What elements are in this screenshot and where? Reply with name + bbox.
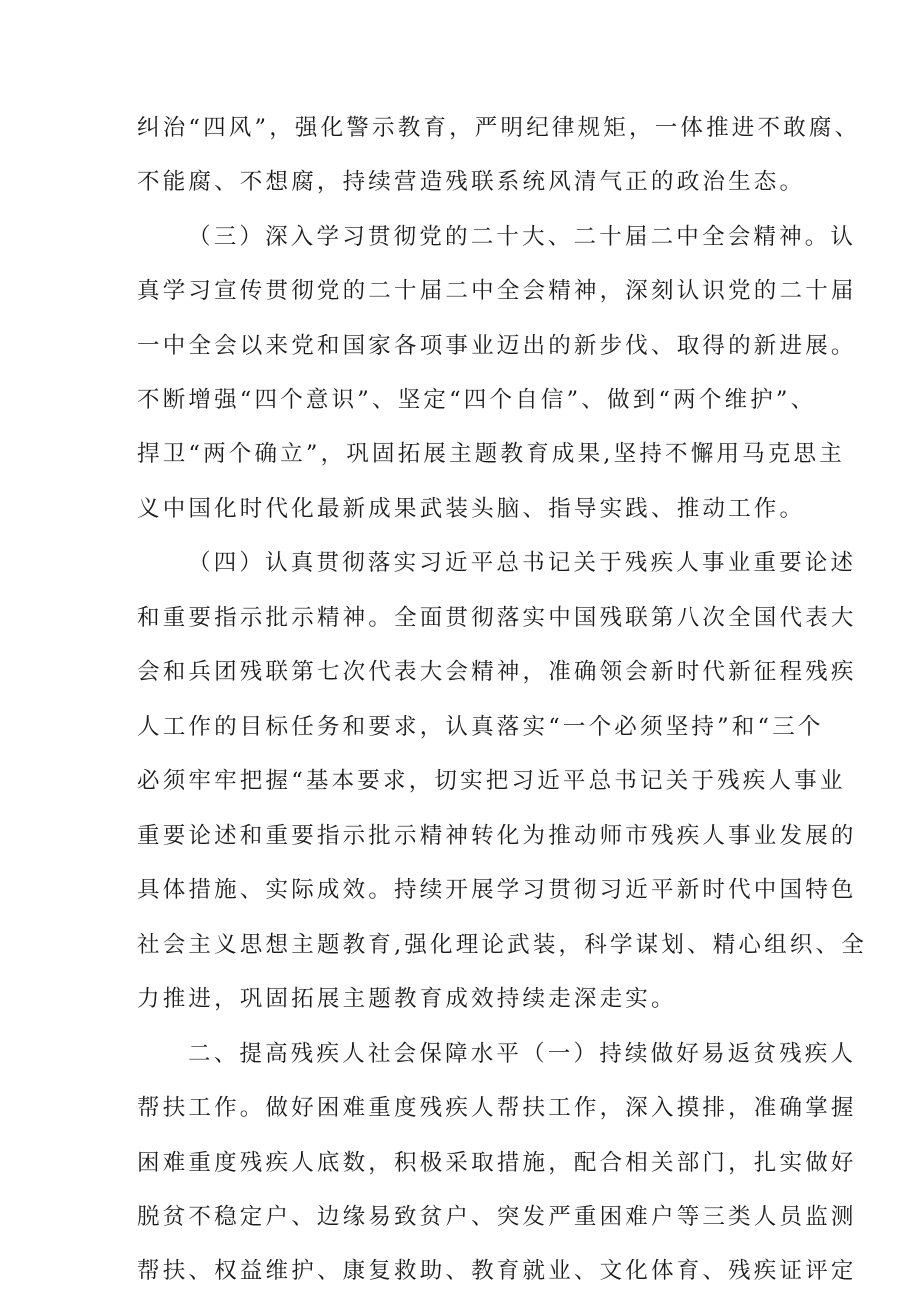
section-heading-line: 二、提高残疾人社会保障水平（一）持续做好易返贫残疾人 bbox=[188, 1041, 857, 1067]
text-line: 困难重度残疾人底数，积极采取措施，配合相关部门，扎实做好 bbox=[137, 1150, 857, 1176]
text-line: 社会主义思想主题教育,强化理论武装，科学谋划、精心组织、全 bbox=[137, 932, 867, 958]
text-line: 重要论述和重要指示批示精神转化为推动师市残疾人事业发展的 bbox=[137, 823, 857, 849]
text-line: 纠治“四风”，强化警示教育，严明纪律规矩，一体推进不敢腐、 bbox=[137, 115, 861, 141]
text-line: 会和兵团残联第七次代表大会精神，准确领会新时代新征程残疾 bbox=[137, 659, 857, 685]
text-line: 一中全会以来党和国家各项事业迈出的新步伐、取得的新进展。 bbox=[137, 333, 857, 359]
text-line: 帮扶工作。做好困难重度残疾人帮扶工作，深入摸排，准确掌握 bbox=[137, 1095, 857, 1121]
paragraph-heading-line: （三）深入学习贯彻党的二十大、二十届二中全会精神。认 bbox=[188, 224, 857, 250]
text-line: 和重要指示批示精神。全面贯彻落实中国残联第八次全国代表大 bbox=[137, 605, 857, 631]
text-line: 脱贫不稳定户、边缘易致贫户、突发严重困难户等三类人员监测 bbox=[137, 1204, 857, 1230]
text-line: 不能腐、不想腐，持续营造残联系统风清气正的政治生态。 bbox=[137, 169, 806, 195]
text-line: 力推进，巩固拓展主题教育成效持续走深走实。 bbox=[137, 986, 677, 1012]
text-line: 人工作的目标任务和要求，认真落实“一个必须坚持”和“三个 bbox=[137, 714, 824, 740]
text-line: 具体措施、实际成效。持续开展学习贯彻习近平新时代中国特色 bbox=[137, 877, 857, 903]
text-line: 不断增强“四个意识”、坚定“四个自信”、做到“两个维护”、 bbox=[137, 387, 817, 413]
paragraph-heading-line: （四）认真贯彻落实习近平总书记关于残疾人事业重要论述 bbox=[188, 550, 857, 576]
text-line: 捍卫“两个确立”，巩固拓展主题教育成果,坚持不懈用马克思主 bbox=[137, 441, 845, 467]
text-line: 必须牢牢把握“基本要求，切实把习近平总书记关于残疾人事业 bbox=[137, 768, 846, 794]
text-line: 真学习宣传贯彻党的二十届二中全会精神，深刻认识党的二十届 bbox=[137, 278, 857, 304]
text-line: 帮扶、权益维护、康复救助、教育就业、文化体育、残疾证评定 bbox=[137, 1258, 857, 1284]
text-line: 义中国化时代化最新成果武装头脑、指导实践、推动工作。 bbox=[137, 496, 806, 522]
